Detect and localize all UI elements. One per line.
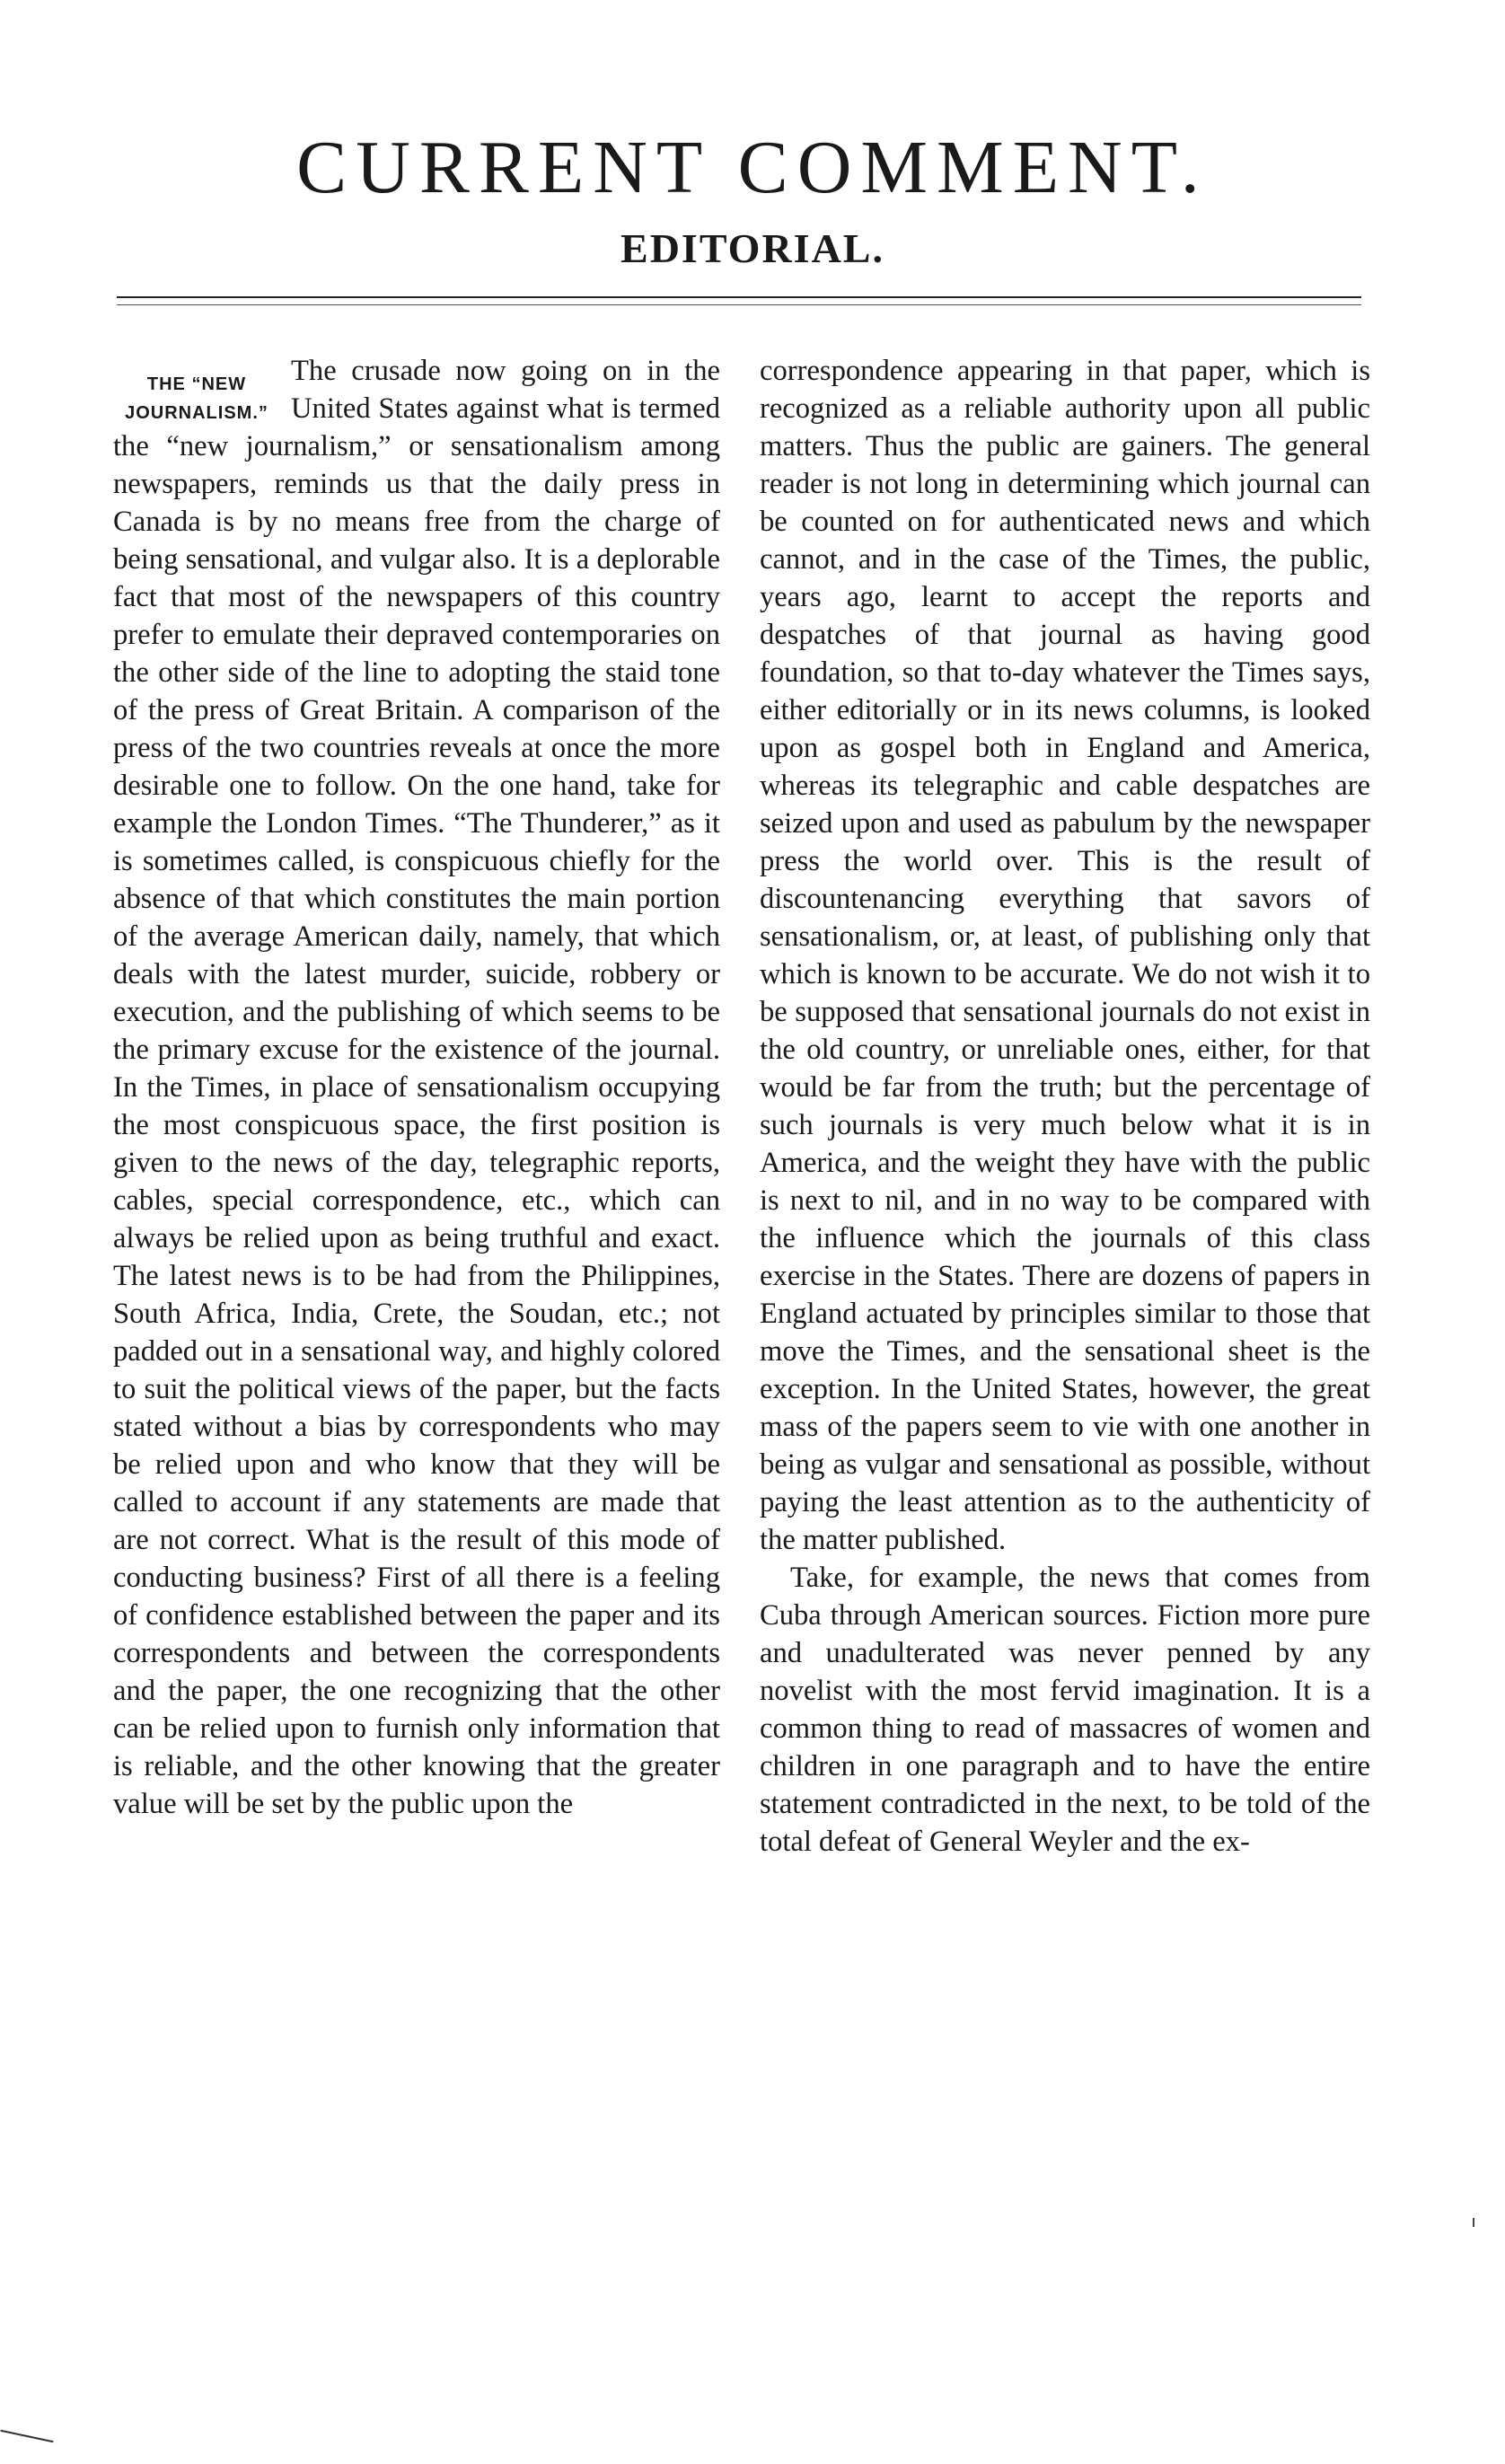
sidebar-heading	[113, 370, 280, 427]
section-subtitle: EDITORIAL.	[620, 225, 885, 271]
sidebar-heading-line1: THE “NEW	[146, 374, 247, 394]
header-rule-thin	[117, 304, 1361, 305]
page-title: CURRENT COMMENT.	[296, 126, 1209, 209]
left-column-paragraph: The crusade now going on in the United States against what is termed the “new journalism,” or sensationalism among newspapers, reminds us that the daily press in Canada is by no means free from the charge of being sensational, and vulgar also. It is a deplorable fact that most of the newspapers of this country prefer to emulate their depraved contemporaries on the other side of the line to adopting the staid tone of the press of Great Britain. A comparison of the press of the two countries reveals at once the more desirable one to follow. On the one hand, take for example the London Times. “The Thunderer,” as it is sometimes called, is conspicuous chiefly for the absence of that which constitutes the main portion of the average American daily, namely, that which deals with the latest murder, suicide, robbery or execution, and the publishing of which seems to be the primary excuse for the existence of the journal. In the Times, in place of sensationalism occupying the most conspicuous space, the first position is given to the news of the day, telegraphic reports, cables, special correspondence, etc., which can always be relied upon as being truthful and exact. The latest news is to be had from the Philippines, South Africa, India, Crete, the Soudan, etc.; not padded out in a sensational way, and highly colored to suit the political views of the paper, but the facts stated without a bias by correspondents who may be relied upon and who know that they will be called to account if any statements are made that are not correct. What is the result of this mode of conducting business? First of all there is a feeling of confidence established between the paper and its correspondents and between the correspondents and the paper, the one recognizing that the other can be relied upon to furnish only information that is reliable, and the other knowing that the greater value will be set by the public upon the	[113, 355, 720, 1820]
scan-corner-mark	[0, 2430, 53, 2442]
right-column-paragraph-2: Take, for example, the news that comes from Cuba through American sources. Fiction more pure and unadulterated was never penned by any novelist with the most fervid imagination. It is a common thing to read of massacres of women and children in one paragraph and to have the entire statement contradicted in the next, to be told of the total defeat of General Weyler and the ex-	[760, 1562, 1370, 1858]
sidebar-heading-line2: JOURNALISM.”	[125, 403, 268, 423]
left-column	[113, 352, 720, 1823]
header-rule	[117, 296, 1361, 298]
right-column	[760, 352, 1370, 1861]
scan-tick-mark	[1473, 2218, 1474, 2227]
right-column-paragraph-1: correspondence appearing in that paper, which is recognized as a reliable authority upon all public matters. Thus the public are gainers. The general reader is not long in determining which journal can be counted on for authenticated news and which cannot, and in the case of the Times, the public, years ago, learnt to accept the reports and despatches of that journal as having good foundation, so that to-day whatever the Times says, either editorially or in its news columns, is looked upon as gospel both in England and America, whereas its telegraphic and cable despatches are seized upon and used as pabulum by the newspaper press the world over. This is the result of discountenancing everything that savors of sensationalism, or, at least, of publishing only that which is known to be accurate. We do not wish it to be supposed that sensational journals do not exist in the old country, or unreliable ones, either, for that would be far from the truth; but the percentage of such journals is very much below what it is in America, and the weight they have with the public is next to nil, and in no way to be compared with the influence which the journals of this class exercise in the States. There are dozens of papers in England actuated by principles similar to those that move the Times, and the sensational sheet is the exception. In the United States, however, the great mass of the papers seem to vie with one another in being as vulgar and sensational as possible, without paying the least attention as to the authenticity of the matter published.	[760, 355, 1370, 1556]
